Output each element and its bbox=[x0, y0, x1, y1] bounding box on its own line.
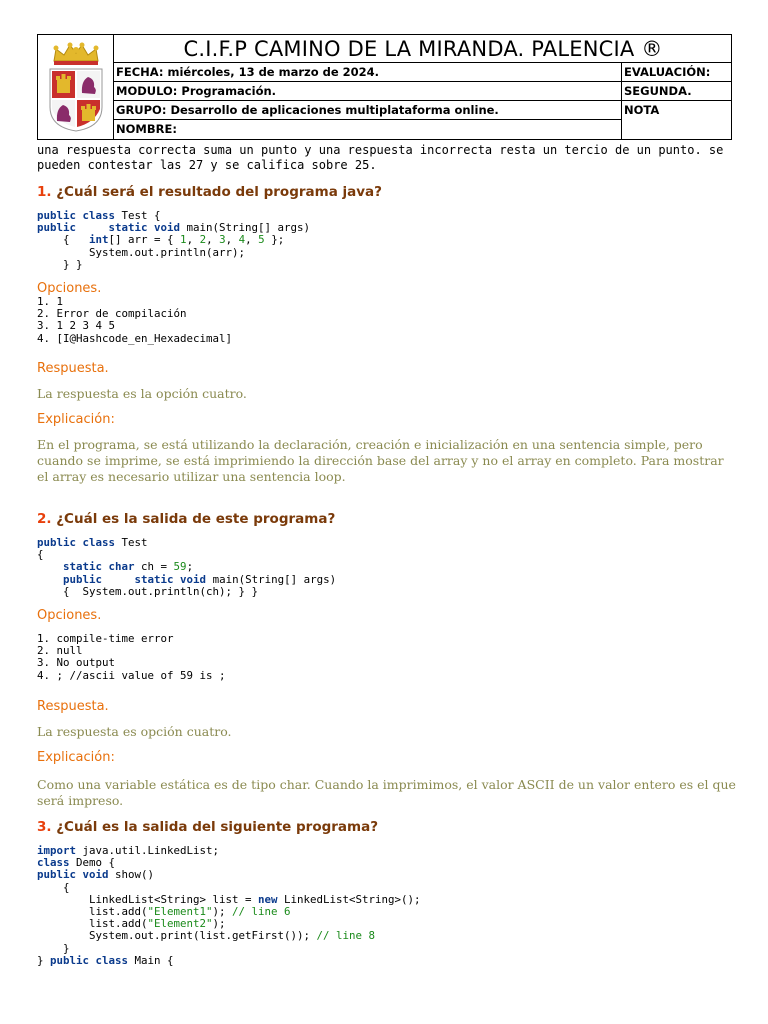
question-text: ¿Cuál será el resultado del programa java? bbox=[51, 184, 382, 200]
question-3-code: import java.util.LinkedList; class Demo { public void show() { LinkedList<String> list = new LinkedList<String>(); list.add("Element1"); // line 6 list.add("Element2"); System.out.print(list.getFirst()); // line 8 } } public class Main { bbox=[37, 844, 421, 967]
question-text: ¿Cuál es la salida del siguiente programa? bbox=[51, 819, 379, 835]
question-1-options bbox=[37, 296, 232, 345]
question-2-answer: La respuesta es opción cuatro. bbox=[37, 724, 232, 739]
option-item: 2. Error de compilación bbox=[37, 307, 187, 321]
nota-label: NOTA bbox=[624, 103, 660, 117]
intro-text: una respuesta correcta suma un punto y una respuesta incorrecta resta un tercio de un punto. se pueden contestar las 27 y se califica sobre 25. bbox=[37, 143, 724, 172]
option-item: 1. compile-time error bbox=[37, 632, 174, 645]
question-number: 3. bbox=[37, 819, 52, 835]
page bbox=[37, 34, 732, 140]
option-item: 2. null bbox=[37, 644, 83, 658]
evaluacion-label: EVALUACIÓN: bbox=[622, 63, 732, 82]
institution-title: C.I.F.P CAMINO DE LA MIRANDA. PALENCIA ® bbox=[114, 35, 732, 63]
evaluacion-value: SEGUNDA. bbox=[622, 82, 732, 101]
crown-shield-icon bbox=[44, 41, 108, 133]
question-1-answer-label: Respuesta. bbox=[37, 361, 109, 376]
question-1-options-label: Opciones. bbox=[37, 281, 102, 296]
question-2-answer-label: Respuesta. bbox=[37, 699, 109, 714]
question-3-title bbox=[37, 819, 378, 835]
option-item: 3. 1 2 3 4 5 bbox=[37, 319, 116, 333]
question-2-options bbox=[37, 633, 226, 682]
fecha-field: FECHA: miércoles, 13 de marzo de 2024. bbox=[114, 63, 622, 82]
question-1-title bbox=[37, 184, 382, 200]
option-item: 4. ; //ascii value of 59 is ; bbox=[37, 668, 226, 682]
question-2-title bbox=[37, 511, 335, 527]
question-1-explanation-label: Explicación: bbox=[37, 412, 115, 427]
nombre-field: NOMBRE: bbox=[114, 120, 622, 139]
grupo-field: GRUPO: Desarrollo de aplicaciones multiplataforma online. bbox=[114, 101, 622, 120]
question-2-options-label: Opciones. bbox=[37, 608, 102, 623]
question-1-answer: La respuesta es la opción cuatro. bbox=[37, 386, 247, 401]
question-number: 2. bbox=[37, 511, 52, 527]
option-item: 4. [I@Hashcode_en_Hexadecimal] bbox=[37, 331, 233, 345]
question-2-code: public class Test { static char ch = 59; public static void main(String[] args) { System.out.println(ch); } } bbox=[37, 536, 337, 598]
coat-of-arms-logo bbox=[38, 35, 114, 139]
question-number: 1. bbox=[37, 184, 52, 200]
question-text: ¿Cuál es la salida de este programa? bbox=[51, 511, 336, 527]
question-2-explanation-label: Explicación: bbox=[37, 750, 115, 765]
question-1-code: public class Test { public static void main(String[] args) { int[] arr = { 1, 2, 3, 4, 5 }; System.out.println(arr); } } bbox=[37, 209, 311, 271]
question-1-explanation: En el programa, se está utilizando la declaración, creación e inicialización en una sentencia simple, pero cuando se imprime, se está imprimiendo la dirección base del array y no el array en completo. Para mostrar el array es necesario utilizar una sentencia loop. bbox=[37, 437, 724, 484]
modulo-field: MODULO: Programación. bbox=[114, 82, 622, 101]
option-item: 1. 1 bbox=[37, 295, 64, 308]
option-item: 3. No output bbox=[37, 656, 116, 670]
question-2-explanation: Como una variable estática es de tipo char. Cuando la imprimimos, el valor ASCII de un valor entero es el que será impreso. bbox=[37, 777, 736, 808]
header-table bbox=[37, 34, 732, 140]
